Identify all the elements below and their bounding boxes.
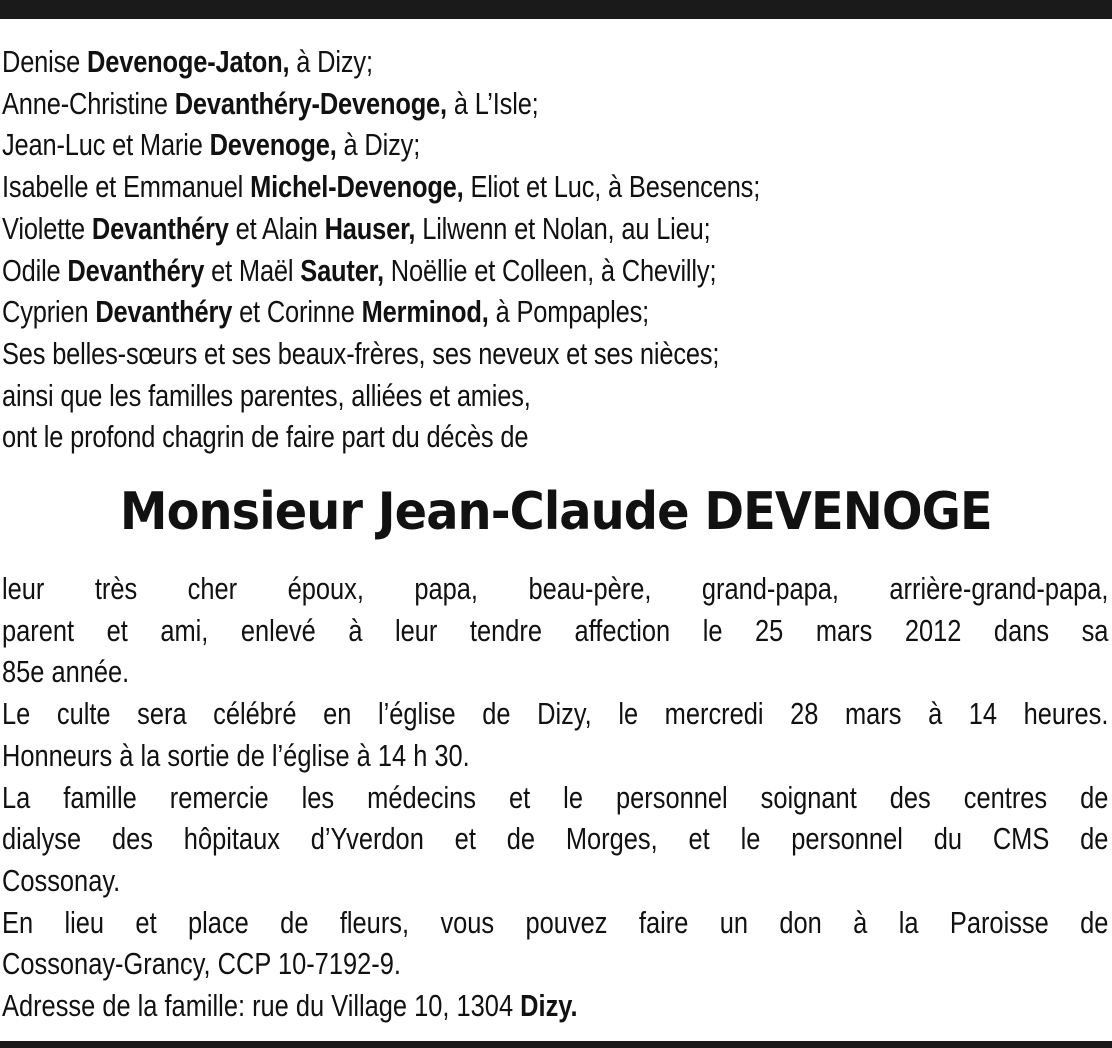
text-run: La famille remercie les médecins et le personnel soignant des centres de <box>2 779 1109 815</box>
bottom-rule <box>0 1041 1112 1048</box>
bold-name: Devanthéry <box>95 294 233 330</box>
body-paragraph <box>2 777 1108 902</box>
text-run: et Maël <box>204 252 301 288</box>
text-run: Ses belles-sœurs et ses beaux-frères, ses neveux et ses nièces; <box>2 335 720 371</box>
mourner-line <box>2 333 909 375</box>
deceased-name <box>0 480 1112 544</box>
body-line <box>2 777 1108 819</box>
body-line <box>2 985 909 1027</box>
text-run: à Pompaples; <box>488 294 650 330</box>
text-run: Noëllie et Colleen, à Chevilly; <box>383 252 717 288</box>
mourner-line <box>2 166 909 208</box>
mourner-line <box>2 291 909 333</box>
text-run: ont le profond chagrin de faire part du décès de <box>2 419 529 455</box>
body-paragraph <box>2 568 1108 693</box>
text-run: Cyprien <box>2 294 96 330</box>
text-run: Anne-Christine <box>2 85 175 121</box>
mourner-line <box>2 41 909 83</box>
text-run: Denise <box>2 44 88 79</box>
top-rule <box>0 0 1112 19</box>
text-run: à Dizy; <box>336 127 421 163</box>
text-run: leur très cher époux, papa, beau-père, grand-papa, arrière-grand-papa, <box>2 571 1109 606</box>
body-line <box>2 568 1108 610</box>
text-run: ainsi que les familles parentes, alliées et amies, <box>2 377 531 413</box>
body-line <box>2 902 1108 944</box>
text-run: Jean-Luc et Marie <box>2 127 210 163</box>
body-line <box>2 735 909 777</box>
body-line <box>2 693 1108 735</box>
deceased-name-text: Monsieur Jean-Claude DEVENOGE <box>120 482 992 542</box>
text-run: Cossonay. <box>2 862 121 898</box>
body-line <box>2 860 909 902</box>
bold-name: Hauser, <box>324 210 416 246</box>
mourner-line <box>2 375 909 417</box>
text-run: et Corinne <box>232 294 362 330</box>
mourner-line <box>2 124 909 166</box>
text-run: Eliot et Luc, à Besencens; <box>463 169 761 205</box>
bold-name: Devanthéry <box>67 252 205 288</box>
bold-name: Merminod, <box>361 294 489 330</box>
text-run: Adresse de la famille: rue du Village 10, 1304 <box>2 988 521 1024</box>
text-run: Odile <box>2 252 68 288</box>
body-paragraph <box>2 985 1108 1027</box>
bold-name: Devanthéry-Devenoge, <box>174 85 447 121</box>
bold-name: Devanthéry <box>91 210 229 246</box>
mourner-line <box>2 416 909 458</box>
body-line <box>2 651 909 693</box>
text-run: dialyse des hôpitaux d’Yverdon et de Morges, et le personnel du CMS de <box>2 821 1109 857</box>
mourner-line <box>2 83 909 125</box>
text-run: 85e année. <box>2 654 130 690</box>
text-run: à L’Isle; <box>446 85 539 121</box>
body-paragraph <box>2 902 1108 985</box>
text-run: Honneurs à la sortie de l’église à 14 h 30. <box>2 737 470 773</box>
bold-name: Devenoge, <box>209 127 337 163</box>
body-line <box>2 818 1108 860</box>
text-run: Le culte sera célébré en l’église de Dizy, le mercredi 28 mars à 14 heures. <box>2 696 1109 732</box>
mourner-line <box>2 208 909 250</box>
body-line <box>2 610 1108 652</box>
bold-name: Sauter, <box>300 252 384 288</box>
text-run: Violette <box>2 210 92 246</box>
body-paragraph <box>2 693 1108 776</box>
text-run: Lilwenn et Nolan, au Lieu; <box>415 210 711 246</box>
notice-body <box>2 568 1108 1027</box>
bold-name: Devenoge-Jaton, <box>87 44 290 79</box>
text-run: Cossonay-Grancy, CCP 10-7192-9. <box>2 946 401 982</box>
text-run: et Alain <box>228 210 325 246</box>
mourner-line <box>2 250 909 292</box>
text-run: Isabelle et Emmanuel <box>2 169 251 205</box>
bold-name: Michel-Devenoge, <box>250 169 464 205</box>
text-run: parent et ami, enlevé à leur tendre affection le 25 mars 2012 dans sa <box>2 612 1109 648</box>
mourners-list <box>2 41 1108 458</box>
bold-name: Dizy. <box>520 988 578 1024</box>
text-run: En lieu et place de fleurs, vous pouvez faire un don à la Paroisse de <box>2 904 1109 940</box>
body-line <box>2 943 909 985</box>
text-run: à Dizy; <box>289 44 373 79</box>
